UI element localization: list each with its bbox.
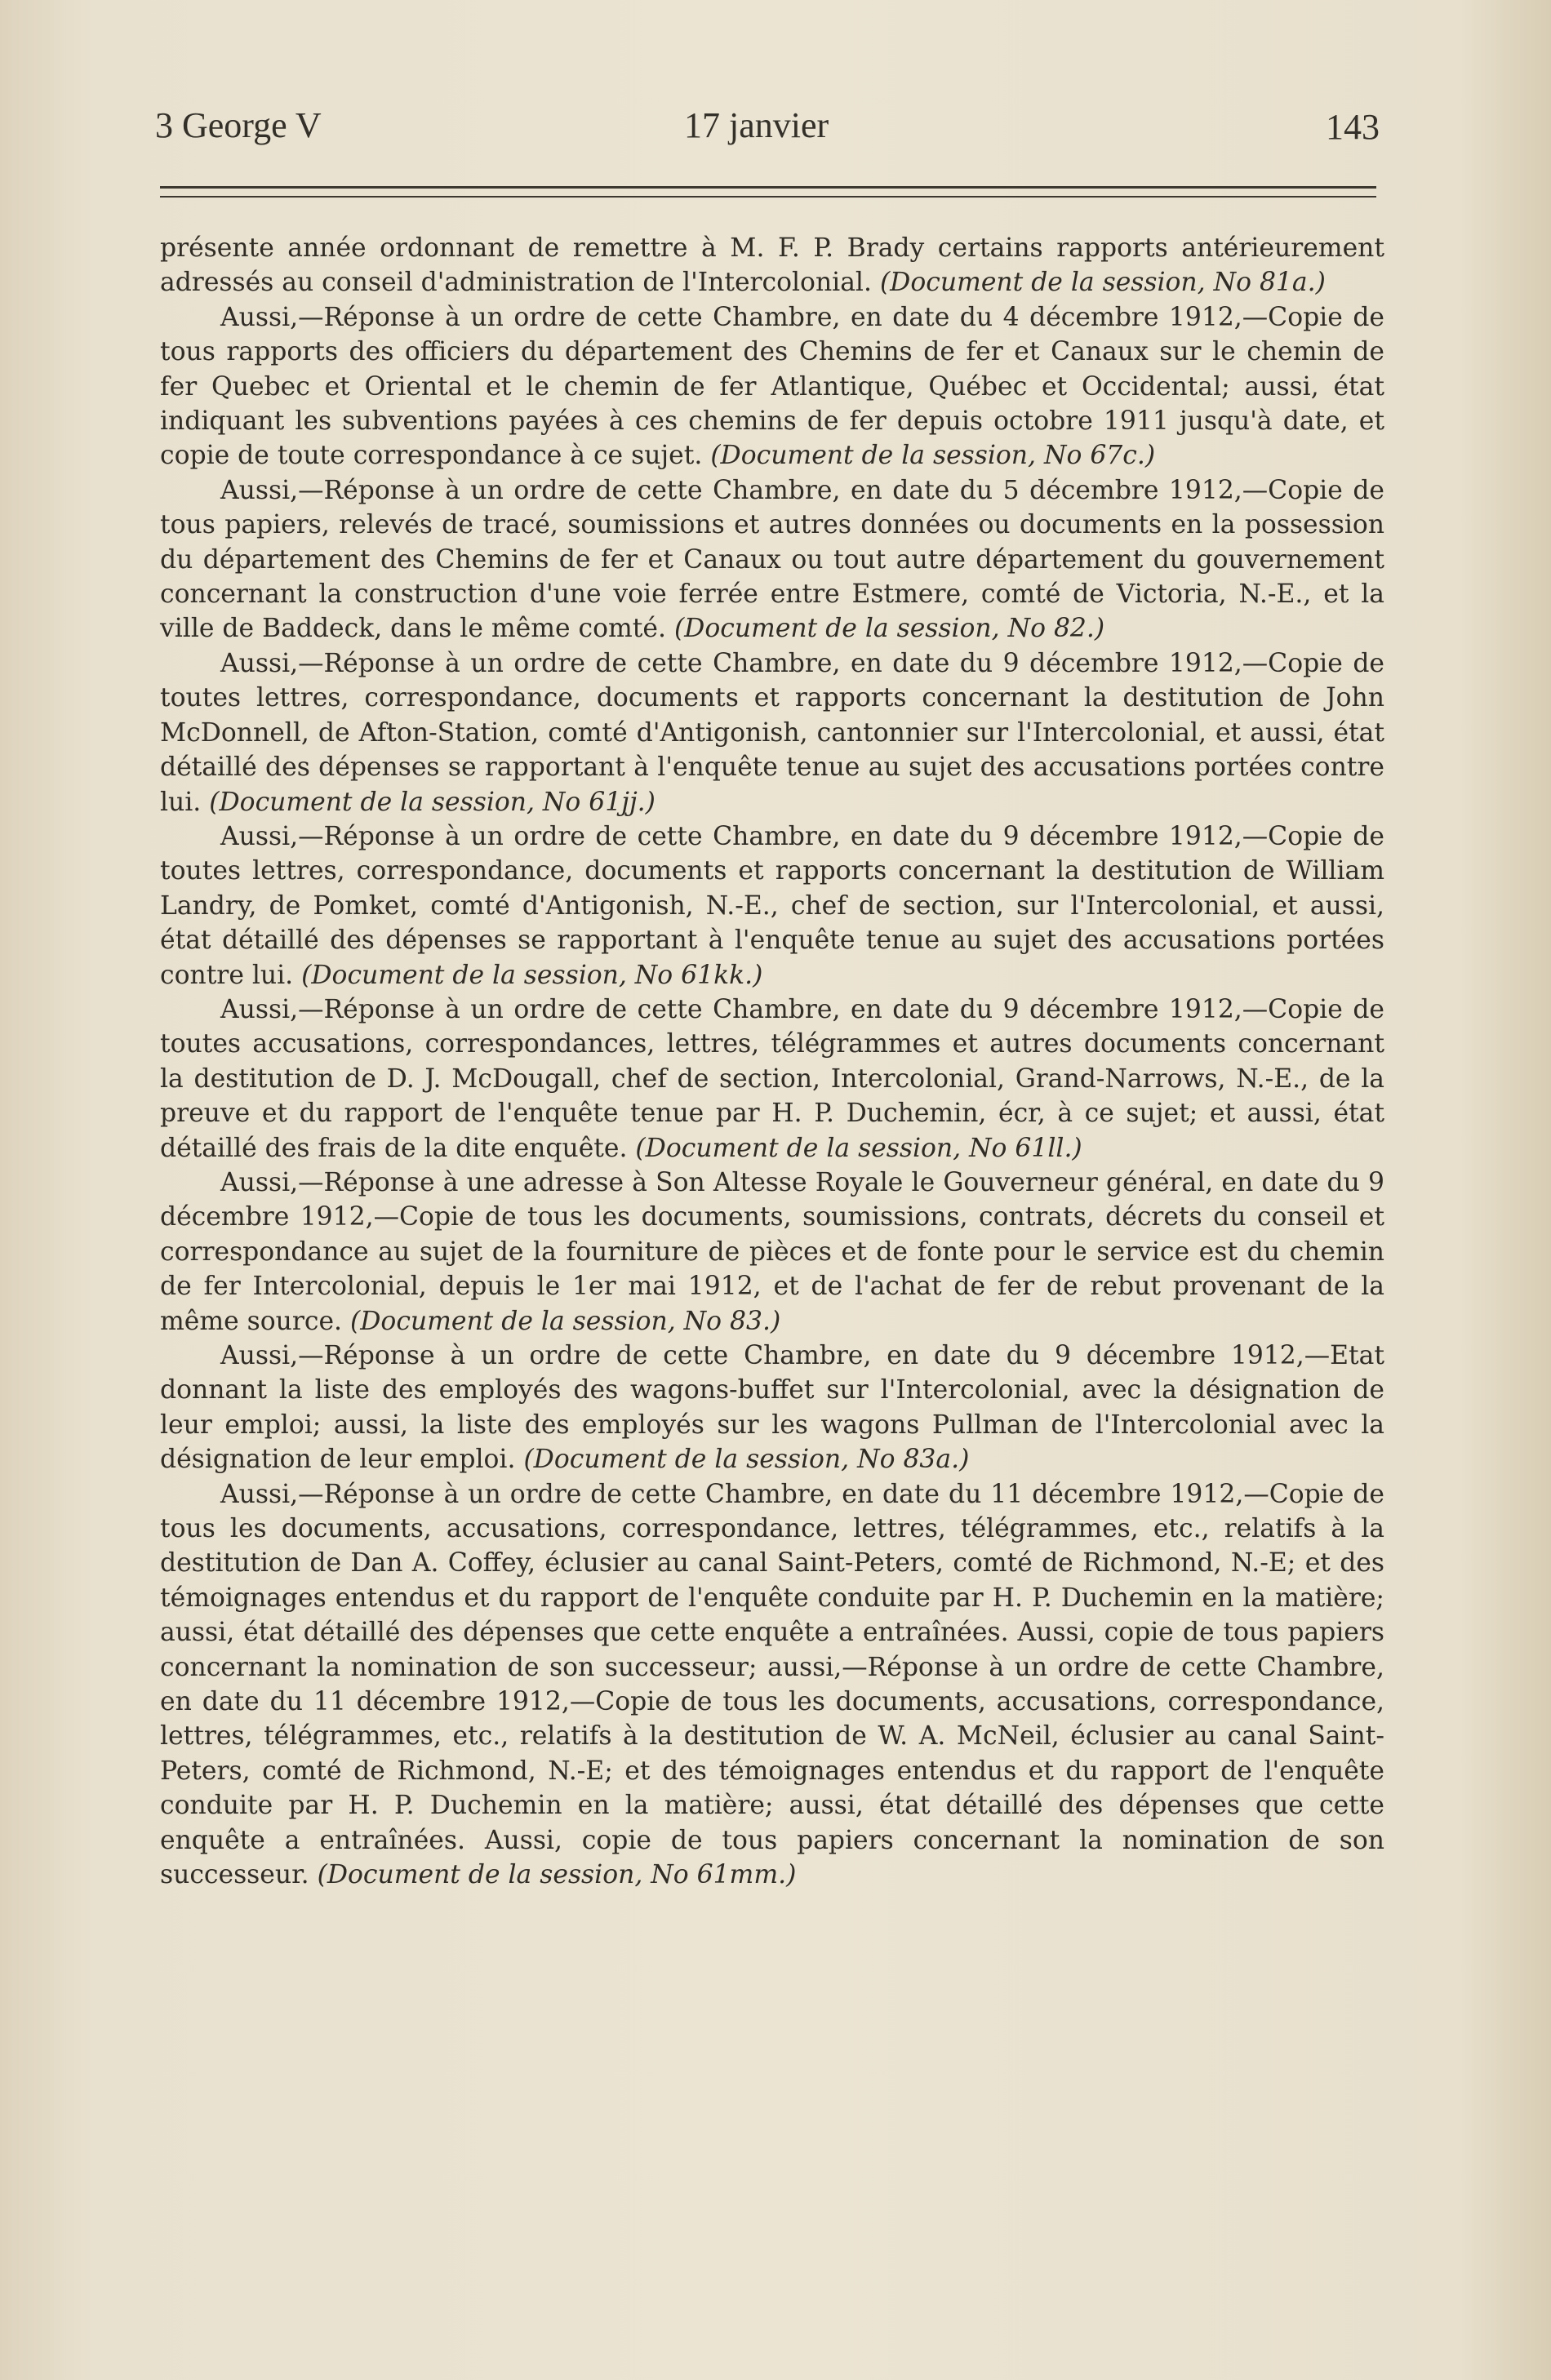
- header-date: 17 janvier: [684, 105, 829, 145]
- header-reign: 3 George V: [155, 105, 322, 145]
- document-reference: (Document de la session, No 61mm.): [317, 1860, 797, 1890]
- paragraph: [160, 1339, 1384, 1477]
- paragraph-text: Aussi,—Réponse à un ordre de cette Chambre, en date du 11 décembre 1912,—Copie de tous les documents, accusations, correspondance, lettres, télégrammes, etc., relatifs à la destitution de Dan A. Coffey, éclusier au canal Saint-Peters, comté de Richmond, N.-E; et des témoignages entendus et du rapport de l'enquête conduite par H. P. Duchemin en la matière; aussi, état détaillé des dépenses que cette enquête a entraînées. Aussi, copie de tous papiers concernant la nomination de son successeur; aussi,—Réponse à un ordre de cette Chambre, en date du 11 décembre 1912,—Copie de tous les documents, accusations, correspondance, lettres, télégrammes, etc., relatifs à la destitution de W. A. McNeil, éclusier au canal Saint-Peters, comté de Richmond, N.-E; et des témoignages entendus et du rapport de l'enquête conduite par H. P. Duchemin en la matière; aussi, état détaillé des dépenses que cette enquête a entraînées. Aussi, copie de tous papiers concernant la nomination de son successeur.: [160, 1479, 1384, 1890]
- paragraph-text: Aussi,—Réponse à un ordre de cette Chambre, en date du 5 décembre 1912,—Copie de tous papiers, relevés de tracé, soumissions et autres données ou documents en la possession du département des Chemins de fer et Canaux ou tout autre département du gouvernement concernant la construction d'une voie ferrée entre Estmere, comté de Victoria, N.-E., et la ville de Baddeck, dans le même comté.: [160, 475, 1384, 644]
- paragraph: [160, 992, 1384, 1166]
- paragraph-text: Aussi,—Réponse à un ordre de cette Chambre, en date du 9 décembre 1912,—Copie de toutes lettres, correspondance, documents et rapports concernant la destitution de John McDonnell, de Afton-Station, comté d'Antigonish, cantonnier sur l'Intercolonial, et aussi, état détaillé des dépenses se rapportant à l'enquête tenue au sujet des accusations portées contre lui.: [160, 648, 1384, 817]
- paragraph: [160, 1166, 1384, 1339]
- document-reference: (Document de la session, No 82.): [673, 614, 1105, 644]
- document-reference: (Document de la session, No 67c.): [710, 441, 1156, 471]
- document-reference: (Document de la session, No 61jj.): [209, 787, 656, 817]
- running-header: [155, 104, 1380, 153]
- journal-body: [160, 231, 1384, 1893]
- document-reference: (Document de la session, No 61ll.): [635, 1133, 1082, 1163]
- document-reference: (Document de la session, No 83.): [350, 1306, 781, 1336]
- paragraph-text: Aussi,—Réponse à un ordre de cette Chambre, en date du 9 décembre 1912,—Copie de toutes accusations, correspondances, lettres, télégrammes et autres documents concernant la destitution de D. J. McDougall, chef de section, Intercolonial, Grand-Narrows, N.-E., de la preuve et du rapport de l'enquête tenue par H. P. Duchemin, écr, à ce sujet; et aussi, état détaillé des frais de la dite enquête.: [160, 994, 1384, 1163]
- document-reference: (Document de la session, No 81a.): [879, 268, 1326, 298]
- header-rule: [160, 186, 1376, 198]
- paragraph-text: présente année ordonnant de remettre à M. F. P. Brady certains rapports antérieurement adressés au conseil d'administration de l'Intercolonial.: [160, 233, 1384, 298]
- document-reference: (Document de la session, No 83a.): [523, 1445, 970, 1475]
- paragraph: [160, 231, 1384, 300]
- paragraph-text: Aussi,—Réponse à une adresse à Son Altesse Royale le Gouverneur général, en date du 9 décembre 1912,—Copie de tous les documents, soumissions, contrats, décrets du conseil et correspondance au sujet de la fourniture de pièces et de fonte pour le service est du chemin de fer Intercolonial, depuis le 1er mai 1912, et de l'achat de fer de rebut provenant de la même source.: [160, 1167, 1384, 1336]
- document-reference: (Document de la session, No 61kk.): [301, 960, 763, 990]
- paragraph: [160, 646, 1384, 819]
- paragraph: [160, 473, 1384, 646]
- paragraph-text: Aussi,—Réponse à un ordre de cette Chambre, en date du 4 décembre 1912,—Copie de tous rapports des officiers du département des Chemins de fer et Canaux sur le chemin de fer Quebec et Oriental et le chemin de fer Atlantique, Québec et Occidental; aussi, état indiquant les subventions payées à ces chemins de fer depuis octobre 1911 jusqu'à date, et copie de toute correspondance à ce sujet.: [160, 302, 1384, 471]
- paragraph-text: Aussi,—Réponse à un ordre de cette Chambre, en date du 9 décembre 1912,—Etat donnant la liste des employés des wagons-buffet sur l'Intercolonial, avec la désignation de leur emploi; aussi, la liste des employés sur les wagons Pullman de l'Intercolonial avec la désignation de leur emploi.: [160, 1341, 1384, 1475]
- paragraph: [160, 819, 1384, 992]
- paragraph-text: Aussi,—Réponse à un ordre de cette Chambre, en date du 9 décembre 1912,—Copie de toutes lettres, correspondance, documents et rapports concernant la destitution de William Landry, de Pomket, comté d'Antigonish, N.-E., chef de section, sur l'Intercolonial, et aussi, état détaillé des dépenses se rapportant à l'enquête tenue au sujet des accusations portées contre lui.: [160, 821, 1384, 990]
- paragraph: [160, 1477, 1384, 1893]
- paragraph: [160, 300, 1384, 473]
- page-number: 143: [1326, 107, 1380, 147]
